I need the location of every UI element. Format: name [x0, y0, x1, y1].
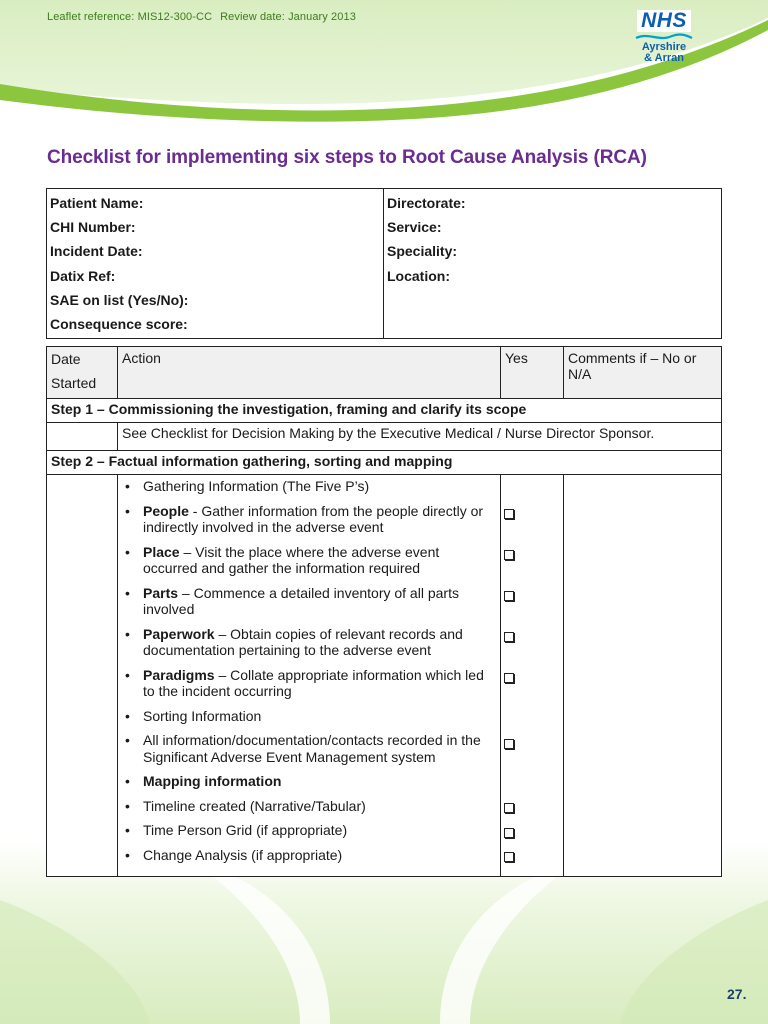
action-item [122, 585, 496, 618]
action-item-bold: Place [143, 543, 180, 560]
action-item-text: – Visit the place where the adverse event occurred and gather the information required [143, 543, 440, 576]
step-2-yes-cell [501, 475, 564, 877]
rca-checklist-table [46, 346, 722, 877]
step-1-date-cell [47, 423, 118, 451]
leaflet-reference: Leaflet reference: MIS12-300-CC [47, 11, 213, 23]
step-2-heading: Step 2 – Factual information gathering, sorting and mapping [47, 451, 722, 475]
yes-checkbox[interactable] [504, 828, 514, 838]
yes-checkbox[interactable] [504, 591, 514, 601]
action-item-text: – Commence a detailed inventory of all parts involved [143, 584, 459, 617]
step-2-items-row [47, 475, 722, 877]
bullet-icon: • [125, 797, 130, 814]
bullet-icon: • [125, 707, 130, 724]
leaflet-reference-line [47, 11, 356, 23]
action-item [122, 626, 496, 659]
action-item-bold: Paperwork [143, 625, 215, 642]
action-item-text: - Gather information from the people directly or indirectly involved in the adverse event [143, 502, 484, 535]
action-item-text: All information/documentation/contacts recorded in the Significant Adverse Event Management system [143, 732, 481, 765]
action-item-text: Change Analysis (if appropriate) [143, 846, 343, 863]
action-item-text: Gathering Information (The Five P’s) [143, 478, 370, 494]
yes-checkbox[interactable] [504, 632, 514, 642]
yes-checkbox[interactable] [504, 673, 514, 683]
chi-number-label: CHI Number: [50, 219, 136, 236]
speciality-label: Speciality: [387, 243, 458, 260]
started-header: Started [51, 375, 97, 391]
action-item-text: – Collate appropriate information which led to the incident occurring [143, 666, 484, 699]
step-2-date-cell [47, 475, 118, 877]
bullet-icon: • [125, 846, 130, 863]
yes-checkbox[interactable] [504, 550, 514, 560]
bullet-icon: • [125, 773, 130, 789]
action-item-bold: Paradigms [143, 666, 215, 683]
logo-region-line1: Ayrshire [641, 41, 687, 53]
action-item [122, 798, 496, 815]
action-item-list [122, 478, 496, 863]
action-item-text: – Obtain copies of relevant records and documentation pertaining to the adverse event [143, 625, 463, 658]
action-item-bold: Parts [143, 584, 179, 601]
page-number: 27. [727, 986, 747, 1002]
action-item [122, 667, 496, 700]
patient-info-table [46, 188, 722, 339]
step-1-note-row [47, 423, 722, 451]
action-item-text: Sorting Information [143, 707, 262, 724]
datix-ref-label: Datix Ref: [50, 267, 116, 284]
sae-on-list-label: SAE on list (Yes/No): [50, 291, 189, 308]
action-item [122, 544, 496, 577]
action-item-text: Timeline created (Narrative/Tabular) [143, 797, 366, 814]
action-item [122, 478, 496, 495]
nhs-logo [624, 10, 704, 64]
bullet-icon: • [125, 666, 130, 683]
action-item [122, 503, 496, 536]
step-1-note: See Checklist for Decision Making by the Executive Medical / Nurse Director Sponsor. [118, 423, 722, 451]
incident-date-label: Incident Date: [50, 243, 143, 260]
review-date: Review date: January 2013 [220, 11, 356, 23]
bullet-icon: • [125, 732, 130, 748]
action-item [122, 847, 496, 864]
bullet-icon: • [125, 502, 130, 519]
step-2-row [47, 451, 722, 475]
nhs-logo-text: NHS [637, 10, 691, 32]
comments-header: Comments if – No or N/A [564, 347, 722, 399]
yes-checkbox[interactable] [504, 739, 514, 749]
step-1-heading: Step 1 – Commissioning the investigation, framing and clarify its scope [47, 399, 722, 423]
action-item [122, 822, 496, 839]
directorate-label: Directorate: [387, 195, 466, 211]
step-1-row [47, 399, 722, 423]
bullet-icon: • [125, 543, 130, 560]
patient-name-label: Patient Name: [50, 195, 144, 211]
date-header: Date [51, 351, 81, 367]
yes-checkbox[interactable] [504, 509, 514, 519]
action-item [122, 773, 496, 790]
yes-checkbox[interactable] [504, 803, 514, 813]
action-header: Action [118, 347, 501, 399]
action-item-bold: Mapping information [143, 773, 282, 789]
bullet-icon: • [125, 584, 130, 601]
step-2-comments-cell [564, 475, 722, 877]
action-item-text: Time Person Grid (if appropriate) [143, 822, 348, 838]
yes-header: Yes [501, 347, 564, 399]
bullet-icon: • [125, 478, 130, 494]
table-header-row [47, 347, 722, 399]
location-label: Location: [387, 267, 450, 284]
action-item [122, 708, 496, 725]
service-label: Service: [387, 219, 442, 236]
yes-checkbox[interactable] [504, 852, 514, 862]
step-2-action-cell [118, 475, 501, 877]
bullet-icon: • [125, 822, 130, 838]
logo-region-line2: & Arran [644, 52, 684, 64]
consequence-score-label: Consequence score: [50, 316, 188, 333]
action-item [122, 732, 496, 765]
bullet-icon: • [125, 625, 130, 642]
page-title: Checklist for implementing six steps to Root Cause Analysis (RCA) [47, 147, 647, 168]
patient-info-right [384, 189, 722, 339]
date-started-header [47, 347, 118, 399]
action-item-bold: People [143, 502, 189, 519]
patient-info-left [47, 189, 384, 339]
